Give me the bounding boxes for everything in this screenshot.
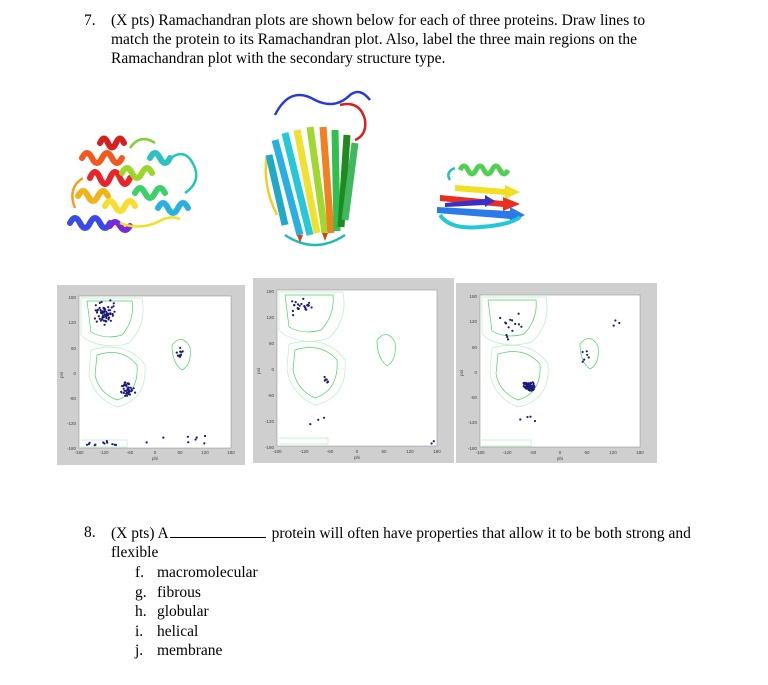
phi-tick: 60 — [381, 449, 387, 454]
psi-tick: 120 — [266, 315, 274, 320]
beta-hairpin-ribbon-icon — [425, 155, 540, 235]
residue-point — [508, 326, 510, 328]
residue-point — [127, 388, 129, 390]
residue-point — [505, 334, 507, 336]
residue-point — [307, 304, 309, 306]
residue-point — [514, 323, 516, 325]
residue-point — [131, 389, 133, 391]
phi-tick: 180 — [636, 450, 644, 455]
choice-i[interactable]: i. helical — [135, 622, 199, 640]
psi-tick: 60 — [70, 346, 76, 351]
residue-point — [527, 388, 529, 390]
psi-tick: -180 — [467, 446, 477, 451]
psi-tick: 180 — [469, 294, 477, 299]
residue-point — [519, 418, 521, 420]
residue-point — [113, 302, 115, 304]
residue-point — [534, 420, 536, 422]
residue-point — [582, 361, 584, 363]
residue-point — [123, 392, 125, 394]
residue-point — [95, 304, 97, 306]
residue-point — [303, 305, 305, 307]
residue-point — [107, 314, 109, 316]
residue-point — [179, 347, 181, 349]
residue-point — [94, 444, 96, 446]
residue-point — [588, 356, 590, 358]
residue-point — [108, 316, 110, 318]
residue-point — [586, 354, 588, 356]
question-7-number: 7. — [84, 12, 96, 29]
psi-tick: -60 — [69, 396, 76, 401]
residue-point — [123, 388, 125, 390]
residue-point — [104, 324, 106, 326]
phi-tick: -180 — [475, 450, 485, 455]
residue-point — [526, 416, 528, 418]
residue-point — [182, 350, 184, 352]
residue-point — [98, 315, 100, 317]
residue-point — [614, 319, 616, 321]
phi-tick: -60 — [126, 450, 134, 455]
residue-point — [203, 442, 205, 444]
residue-point — [196, 436, 198, 438]
residue-point — [106, 440, 108, 442]
residue-point — [95, 309, 97, 311]
residue-point — [99, 318, 101, 320]
residue-point — [124, 381, 126, 383]
phi-tick: -180 — [74, 450, 84, 455]
choice-f[interactable]: f. macromolecular — [135, 564, 258, 581]
residue-point — [518, 323, 520, 325]
residue-point — [107, 318, 109, 320]
residue-point — [297, 308, 299, 310]
phi-tick: 120 — [406, 449, 414, 454]
residue-point — [187, 441, 189, 443]
residue-point — [128, 383, 130, 385]
residue-point — [105, 315, 107, 317]
phi-tick: -120 — [299, 449, 309, 454]
residue-point — [509, 319, 511, 321]
residue-point — [504, 322, 506, 324]
psi-axis-label: psi — [256, 368, 261, 374]
choice-j[interactable]: j. membrane — [135, 642, 223, 659]
residue-point — [134, 392, 136, 394]
answer-choices — [135, 563, 258, 661]
phi-tick: -60 — [326, 449, 334, 454]
phi-tick: -120 — [99, 450, 109, 455]
phi-tick: 120 — [609, 450, 617, 455]
residue-point — [525, 387, 527, 389]
residue-point — [125, 393, 127, 395]
residue-point — [129, 393, 131, 395]
residue-point — [130, 387, 132, 389]
choice-g[interactable]: g. fibrous — [135, 583, 201, 601]
residue-point — [126, 395, 128, 397]
residue-point — [304, 308, 306, 310]
residue-point — [94, 317, 96, 319]
psi-tick: -120 — [66, 421, 76, 426]
residue-point — [89, 442, 91, 444]
residue-point — [309, 423, 311, 425]
residue-point — [97, 309, 99, 311]
residue-point — [520, 326, 522, 328]
phi-tick: 180 — [433, 449, 441, 454]
residue-point — [613, 325, 615, 327]
residue-point — [107, 306, 109, 308]
residue-point — [113, 311, 115, 313]
phi-tick: 180 — [227, 450, 235, 455]
psi-tick: 120 — [469, 319, 477, 324]
phi-tick: 60 — [584, 450, 590, 455]
residue-point — [518, 313, 520, 315]
residue-point — [327, 381, 329, 383]
residue-point — [125, 385, 127, 387]
residue-point — [507, 338, 509, 340]
psi-tick: 0 — [73, 371, 76, 376]
ramachandran-plot-3 — [456, 283, 657, 463]
ramachandran-plot-1 — [57, 285, 245, 465]
psi-tick: 0 — [271, 367, 274, 372]
psi-tick: -60 — [470, 395, 477, 400]
answer-blank[interactable] — [170, 523, 266, 538]
psi-tick: -120 — [467, 420, 477, 425]
beta-barrel-ribbon-icon — [255, 85, 375, 255]
residue-point — [146, 441, 148, 443]
residue-point — [511, 319, 513, 321]
residue-point — [124, 383, 126, 385]
residue-point — [112, 315, 114, 317]
residue-point — [112, 305, 114, 307]
residue-point — [511, 330, 513, 332]
choice-h[interactable]: h. globular — [135, 603, 209, 620]
residue-point — [532, 381, 534, 383]
residue-point — [323, 417, 325, 419]
residue-point — [111, 443, 113, 445]
phi-tick: 60 — [177, 450, 183, 455]
question-7-text: (X pts) Ramachandran plots are shown below for each of three proteins. Draw lines to match the protein to its Ramachandran plot. Also, label the three main regions on the Ramachandran plot with the secondary structure type. — [111, 12, 646, 67]
residue-point — [299, 305, 301, 307]
residue-point — [523, 382, 525, 384]
residue-point — [195, 438, 197, 440]
residue-point — [529, 416, 531, 418]
residue-point — [101, 316, 103, 318]
residue-point — [109, 299, 111, 301]
residue-point — [292, 314, 294, 316]
residue-point — [586, 350, 588, 352]
residue-point — [103, 319, 105, 321]
residue-point — [204, 435, 206, 437]
phi-tick: -60 — [529, 450, 537, 455]
residue-point — [109, 309, 111, 311]
phi-tick: 0 — [558, 450, 562, 455]
question-8-number: 8. — [84, 524, 96, 541]
residue-point — [300, 303, 302, 305]
residue-point — [431, 442, 433, 444]
psi-tick: 0 — [474, 370, 477, 375]
helical-protein-ribbon-icon — [60, 118, 210, 243]
residue-point — [583, 359, 585, 361]
psi-tick: -60 — [267, 393, 274, 398]
residue-point — [526, 383, 528, 385]
residue-point — [618, 322, 620, 324]
residue-point — [109, 312, 111, 314]
phi-tick: 0 — [153, 450, 157, 455]
phi-tick: -120 — [502, 450, 512, 455]
residue-point — [317, 419, 319, 421]
psi-tick: -180 — [264, 445, 274, 450]
residue-point — [297, 303, 299, 305]
residue-point — [528, 385, 530, 387]
psi-tick: 60 — [268, 341, 274, 346]
residue-point — [582, 351, 584, 353]
residue-point — [111, 306, 113, 308]
residue-point — [100, 320, 102, 322]
residue-point — [86, 444, 88, 446]
residue-point — [102, 441, 104, 443]
residue-point — [295, 301, 297, 303]
residue-point — [179, 351, 181, 353]
phi-tick: -180 — [272, 449, 282, 454]
phi-tick: 0 — [355, 449, 359, 454]
phi-axis-label: phi — [556, 456, 564, 461]
residue-point — [103, 311, 105, 313]
psi-tick: -120 — [264, 419, 274, 424]
residue-point — [121, 391, 123, 393]
residue-point — [291, 300, 293, 302]
residue-point — [326, 379, 328, 381]
residue-point — [176, 352, 178, 354]
residue-point — [302, 298, 304, 300]
psi-tick: 60 — [471, 345, 477, 350]
phi-axis-label: phi — [151, 456, 159, 461]
residue-point — [293, 304, 295, 306]
residue-point — [96, 321, 98, 323]
psi-axis-label: psi — [59, 372, 64, 378]
residue-point — [179, 356, 181, 358]
residue-point — [506, 336, 508, 338]
residue-point — [308, 302, 310, 304]
residue-point — [162, 437, 164, 439]
residue-point — [101, 301, 103, 303]
residue-point — [99, 307, 101, 309]
phi-tick: 120 — [201, 450, 209, 455]
residue-point — [533, 388, 535, 390]
ramachandran-plot-2 — [253, 278, 454, 463]
psi-tick: 180 — [266, 289, 274, 294]
residue-point — [180, 354, 182, 356]
residue-point — [110, 320, 112, 322]
residue-point — [133, 387, 135, 389]
psi-tick: 180 — [68, 295, 76, 300]
residue-point — [177, 355, 179, 357]
residue-point — [499, 317, 501, 319]
residue-point — [324, 376, 326, 378]
residue-point — [128, 391, 130, 393]
residue-point — [433, 440, 435, 442]
residue-point — [100, 310, 102, 312]
question-8-text: (X pts) A protein will often have properties that allow it to be both strong and flexible — [111, 525, 691, 561]
residue-point — [292, 310, 294, 312]
psi-tick: 120 — [68, 320, 76, 325]
psi-axis-label: psi — [459, 370, 464, 376]
psi-tick: -180 — [66, 446, 76, 451]
residue-point — [96, 311, 98, 313]
phi-axis-label: phi — [353, 455, 361, 460]
residue-point — [311, 306, 313, 308]
residue-point — [115, 444, 117, 446]
residue-point — [187, 436, 189, 438]
